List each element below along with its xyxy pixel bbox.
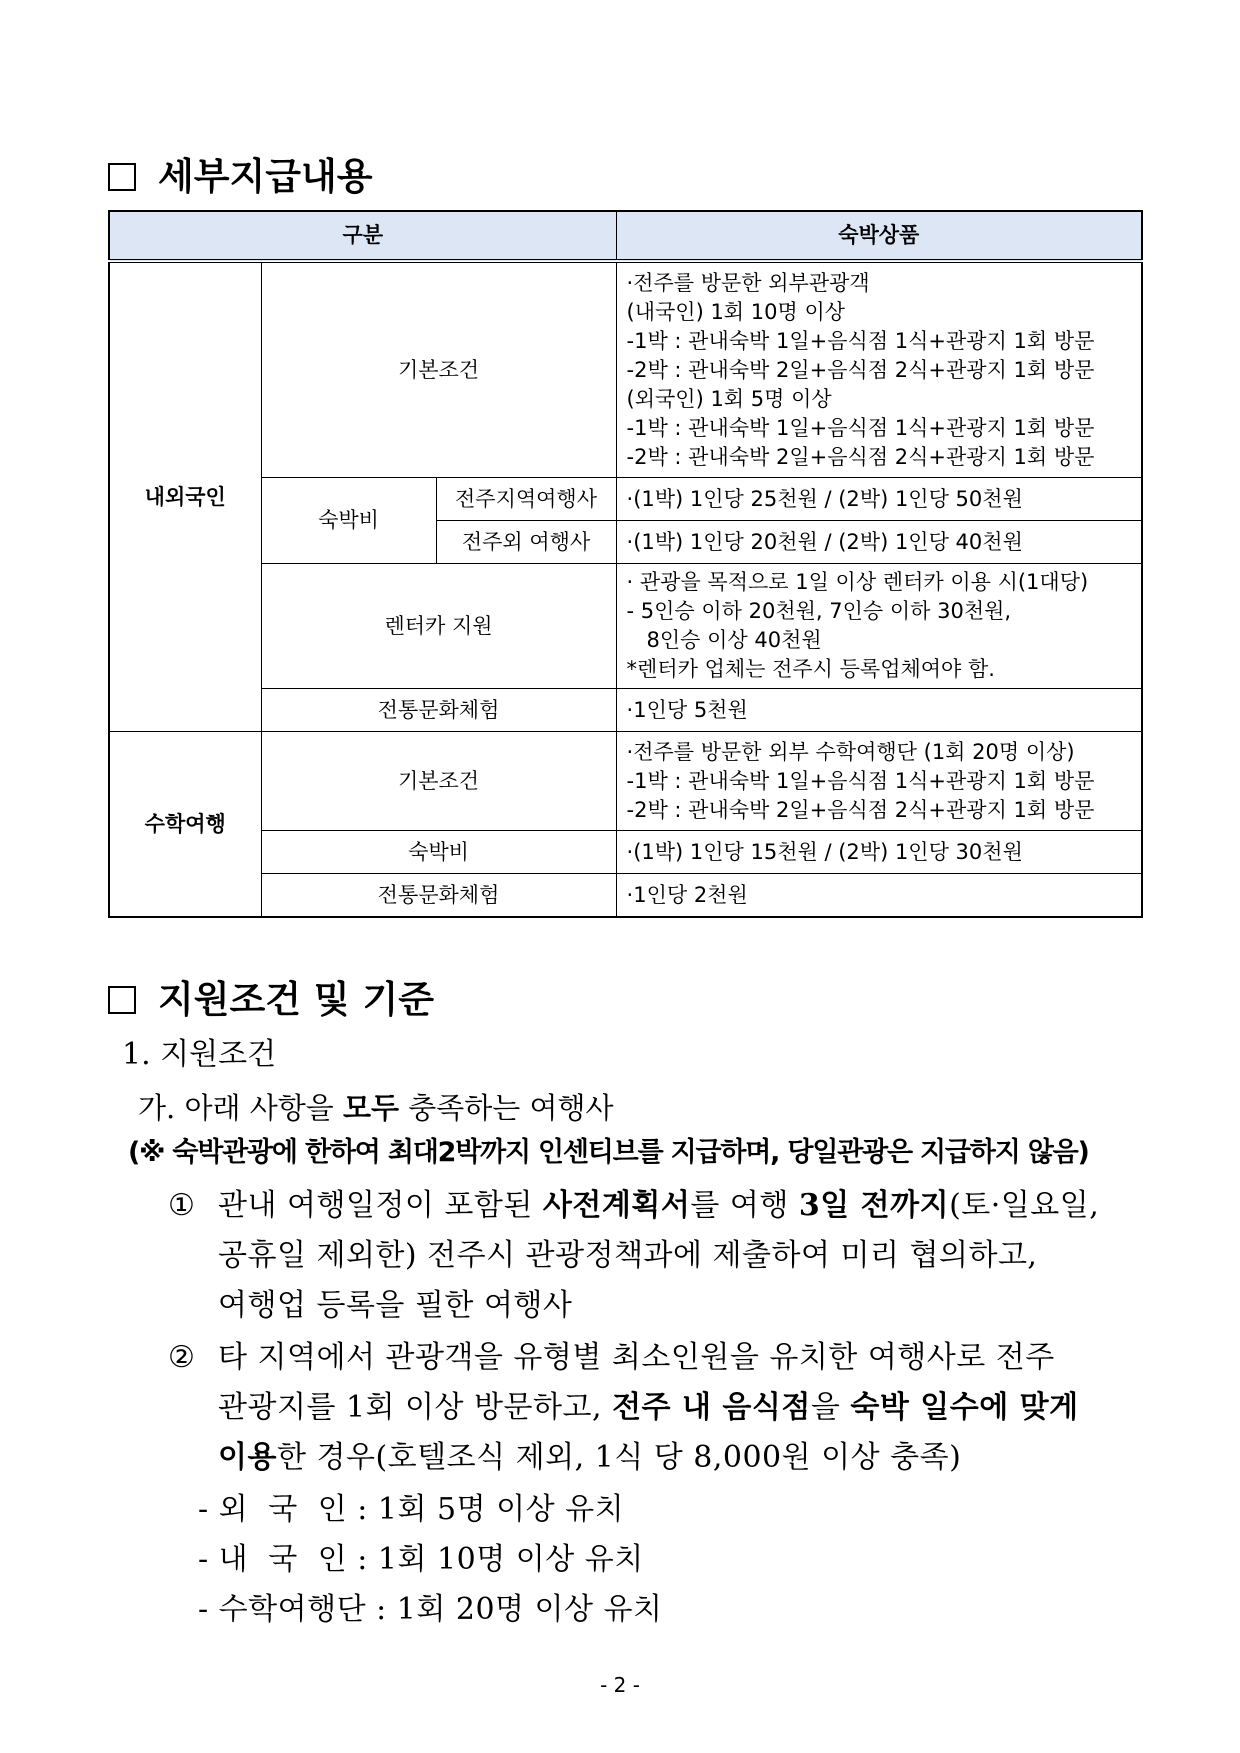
school-lodging-value: ·(1박) 1인당 15천원 / (2박) 1인당 30천원 <box>616 831 1142 874</box>
condition-line: ·전주를 방문한 외부관광객 <box>626 270 870 295</box>
domestic-basic-conditions <box>616 261 1142 478</box>
table-row <box>109 689 1142 732</box>
condition-line: (내국인) 1회 10명 이상 <box>626 299 846 324</box>
school-culture-value: ·1인당 2천원 <box>616 874 1142 918</box>
condition-line: · 관광을 목적으로 1일 이상 렌터카 이용 시(1대당) <box>626 570 1089 594</box>
cond2-text: 을 <box>810 1390 851 1425</box>
item-ga-bold: 모두 <box>342 1091 399 1125</box>
cond1-text: 를 여행 <box>690 1188 799 1223</box>
cond2-bold: 숙박 일수에 맞게 <box>850 1390 1079 1425</box>
checkbox-square-icon <box>108 986 136 1014</box>
table-row <box>109 261 1142 478</box>
section-title-support-conditions <box>108 977 434 1023</box>
domestic-culture-label: 전통문화체험 <box>261 689 616 732</box>
table-row <box>109 732 1142 831</box>
section-title-text: 세부지급내용 <box>158 155 373 198</box>
condition-line: -2박 : 관내숙박 2일+음식점 2식+관광지 1회 방문 <box>626 797 1095 822</box>
cond2-line1: 타 지역에서 관광객을 유형별 최소인원을 유치한 여행사로 전주 <box>218 1340 1055 1375</box>
table-row <box>109 831 1142 874</box>
cond1-line3: 여행업 등록을 필한 여행사 <box>218 1288 573 1323</box>
condition-line: - 5인승 이하 20천원, 7인승 이하 30천원, <box>626 599 1012 623</box>
cond2-bold: 이용 <box>218 1440 277 1475</box>
item-ga-pre: 가. 아래 사항을 <box>138 1091 343 1125</box>
section-title-text: 지원조건 및 기준 <box>158 978 434 1021</box>
condition-line: -2박 : 관내숙박 2일+음식점 2식+관광지 1회 방문 <box>626 444 1095 469</box>
jeonju-agency-label: 전주지역여행사 <box>436 478 616 521</box>
domestic-culture-value: ·1인당 5천원 <box>616 689 1142 732</box>
condition-line: -1박 : 관내숙박 1일+음식점 1식+관광지 1회 방문 <box>626 415 1095 440</box>
other-agency-label: 전주외 여행사 <box>436 521 616 564</box>
rentcar-label: 렌터카 지원 <box>261 564 616 689</box>
table-header-row <box>109 211 1142 261</box>
payment-details-table <box>108 210 1143 918</box>
rentcar-conditions <box>616 564 1142 689</box>
item-ga <box>138 1088 614 1128</box>
quota-school: - 수학여행단 : 1회 20명 이상 유치 <box>198 1592 663 1627</box>
condition-line: -1박 : 관내숙박 1일+음식점 1식+관광지 1회 방문 <box>626 328 1095 353</box>
item-ga-post: 충족하는 여행사 <box>399 1091 614 1125</box>
category-school-trip: 수학여행 <box>109 732 261 918</box>
jeonju-agency-value: ·(1박) 1인당 25천원 / (2박) 1인당 50천원 <box>616 478 1142 521</box>
note-incentive: (※ 숙박관광에 한하여 최대2박까지 인센티브를 지급하며, 당일관광은 지급하지 않음) <box>128 1137 1089 1168</box>
school-basic-label: 기본조건 <box>261 732 616 831</box>
table-row <box>109 564 1142 689</box>
cond2-text: 관광지를 1회 이상 방문하고, <box>218 1390 613 1425</box>
cond2-text: 한 경우(호텔조식 제외, 1식 당 8,000원 이상 충족) <box>276 1440 962 1475</box>
cond1-line1 <box>218 1185 1099 1227</box>
school-basic-conditions <box>616 732 1142 831</box>
cond1-bold: 3일 전까지 <box>798 1188 950 1223</box>
cond1-text: 관내 여행일정이 포함된 <box>218 1188 543 1223</box>
condition-line: (외국인) 1회 5명 이상 <box>626 386 832 411</box>
school-lodging-label: 숙박비 <box>261 831 616 874</box>
page-number: - 2 - <box>600 1673 640 1697</box>
section-title-payment-details <box>108 154 372 200</box>
quota-foreign: - 외 국 인 : 1회 5명 이상 유치 <box>198 1492 625 1527</box>
domestic-basic-label: 기본조건 <box>261 261 616 478</box>
cond2-bold: 전주 내 음식점 <box>612 1390 811 1425</box>
subsection-support-conditions: 1. 지원조건 <box>122 1037 277 1072</box>
condition-line: ·전주를 방문한 외부 수학여행단 (1회 20명 이상) <box>626 739 1075 764</box>
header-lodging-product: 숙박상품 <box>616 211 1142 261</box>
cond1-number: ① <box>168 1188 196 1223</box>
table-row <box>109 874 1142 918</box>
condition-line: *렌터카 업체는 전주시 등록업체여야 함. <box>626 657 995 681</box>
checkbox-square-icon <box>108 163 136 191</box>
cond1-line2: 공휴일 제외한) 전주시 관광정책과에 제출하여 미리 협의하고, <box>218 1238 1038 1273</box>
domestic-lodging-label: 숙박비 <box>261 478 436 564</box>
cond1-bold: 사전계획서 <box>542 1188 691 1223</box>
table-row <box>109 478 1142 521</box>
cond1-text: (토·일요일, <box>949 1188 1100 1223</box>
school-culture-label: 전통문화체험 <box>261 874 616 918</box>
cond2-line3 <box>218 1437 961 1479</box>
cond2-line2 <box>218 1387 1079 1429</box>
other-agency-value: ·(1박) 1인당 20천원 / (2박) 1인당 40천원 <box>616 521 1142 564</box>
condition-line: -1박 : 관내숙박 1일+음식점 1식+관광지 1회 방문 <box>626 768 1095 793</box>
condition-line: -2박 : 관내숙박 2일+음식점 2식+관광지 1회 방문 <box>626 357 1095 382</box>
header-category: 구분 <box>109 211 616 261</box>
condition-line: 8인승 이상 40천원 <box>646 628 822 652</box>
quota-domestic: - 내 국 인 : 1회 10명 이상 유치 <box>198 1542 644 1577</box>
cond2-number: ② <box>168 1340 196 1375</box>
category-domestic-foreign: 내외국인 <box>109 261 261 732</box>
